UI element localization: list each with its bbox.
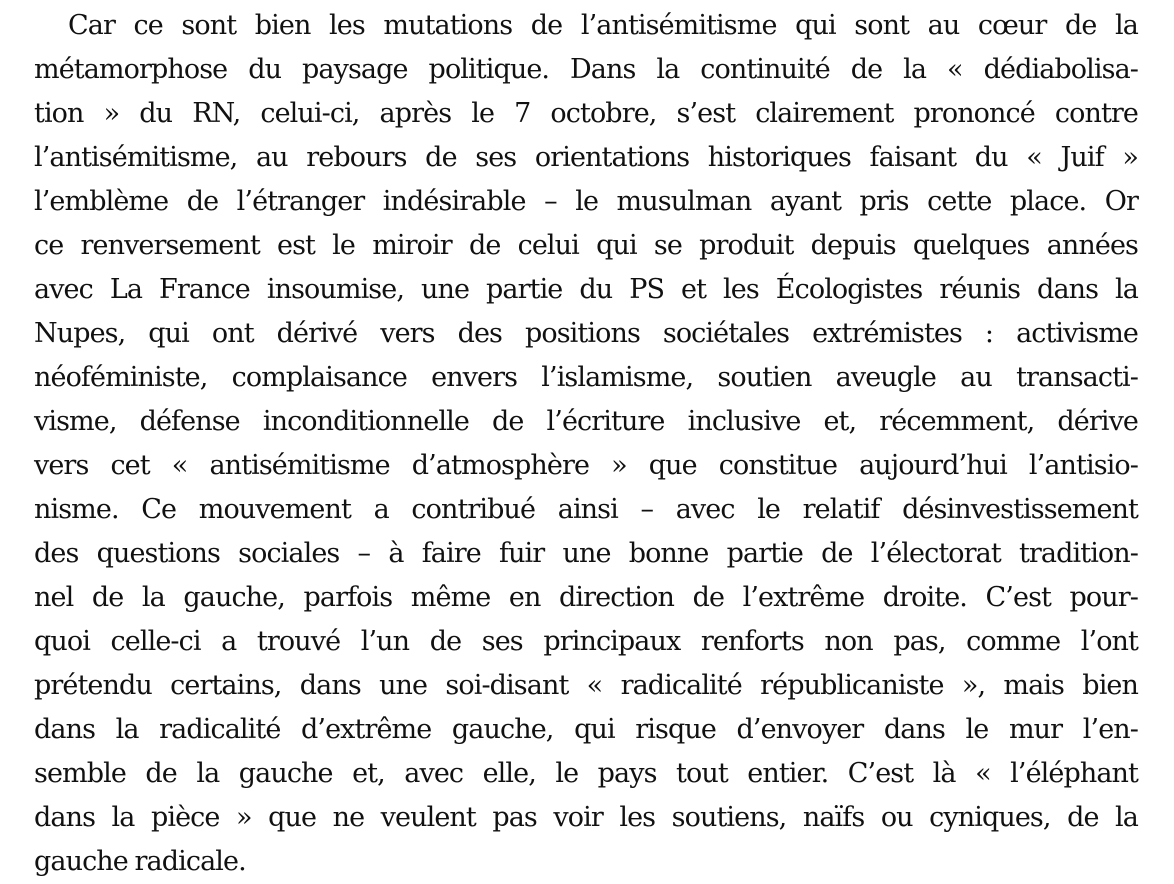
text-line-11: vers cet « antisémitisme d’atmosphère » que constitue aujourd’hui l’antisio- [34,450,1138,481]
text-line-20: gauche radicale. [34,846,246,877]
text-line-10: visme, défense inconditionnelle de l’écriture inclusive et, récemment, dérive [34,406,1138,437]
document-page [34,0,1138,884]
text-line-14: nel de la gauche, parfois même en direction de l’extrême droite. C’est pour- [34,582,1138,613]
text-line-19: dans la pièce » que ne veulent pas voir les soutiens, naïfs ou cyniques, de la [34,802,1138,833]
text-line-13: des questions sociales – à faire fuir une bonne partie de l’électorat tradition- [34,538,1138,569]
body-paragraph [34,4,1138,884]
text-line-1: Car ce sont bien les mutations de l’antisémitisme qui sont au cœur de la [68,10,1138,41]
text-line-2: métamorphose du paysage politique. Dans la continuité de la « dédiabolisa- [34,54,1138,85]
text-line-9: néoféministe, complaisance envers l’islamisme, soutien aveugle au transacti- [34,362,1138,393]
text-line-15: quoi celle-ci a trouvé l’un de ses principaux renforts non pas, comme l’ont [34,626,1138,657]
text-line-16: prétendu certains, dans une soi-disant « radicalité républicaniste », mais bien [34,670,1138,701]
text-line-17: dans la radicalité d’extrême gauche, qui risque d’envoyer dans le mur l’en- [34,714,1138,745]
text-line-18: semble de la gauche et, avec elle, le pays tout entier. C’est là « l’éléphant [34,758,1138,789]
text-line-7: avec La France insoumise, une partie du PS et les Écologistes réunis dans la [34,274,1138,305]
text-line-5: l’emblème de l’étranger indésirable – le musulman ayant pris cette place. Or [34,186,1138,217]
text-line-12: nisme. Ce mouvement a contribué ainsi – avec le relatif désinvestissement [34,494,1138,525]
text-line-6: ce renversement est le miroir de celui qui se produit depuis quelques années [34,230,1138,261]
text-line-4: l’antisémitisme, au rebours de ses orientations historiques faisant du « Juif » [34,142,1138,173]
text-line-8: Nupes, qui ont dérivé vers des positions sociétales extrémistes : activisme [34,318,1138,349]
text-line-3: tion » du RN, celui-ci, après le 7 octobre, s’est clairement prononcé contre [34,98,1138,129]
